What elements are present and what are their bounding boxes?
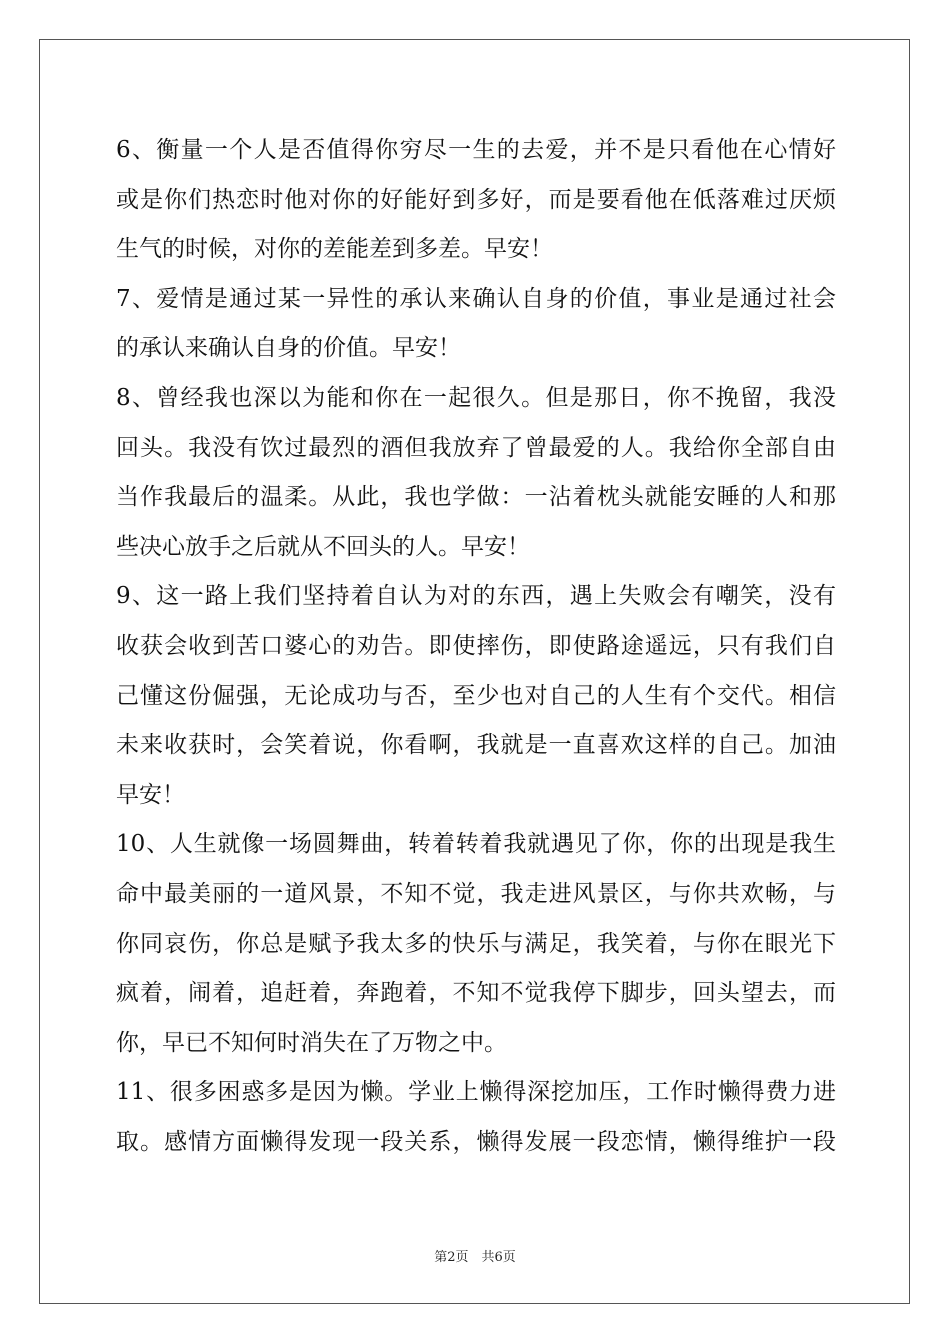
paragraph-line: 8、曾经我也深以为能和你在一起很久。但是那日，你不挽留，我没	[116, 384, 836, 411]
paragraph-line: 取。感情方面懒得发现一段关系，懒得发展一段恋情，懒得维护一段	[116, 1128, 836, 1155]
paragraph-line: 9、这一路上我们坚持着自认为对的东西，遇上失败会有嘲笑，没有	[116, 583, 836, 610]
paragraph-line: 6、衡量一个人是否值得你穷尽一生的去爱，并不是只看他在心情好	[116, 137, 836, 163]
paragraph-line: 11、很多困惑多是因为懒。学业上懒得深挖加压，工作时懒得费力进	[116, 1079, 836, 1106]
paragraph-line: 的承认来确认自身的价值。早安！	[116, 335, 461, 362]
paragraph-line: 收获会收到苦口婆心的劝告。即使摔伤，即使路途遥远，只有我们自	[116, 632, 836, 659]
paragraph-line: 你同哀伤，你总是赋予我太多的快乐与满足，我笑着，与你在眼光下	[116, 930, 836, 957]
paragraph-line: 当作我最后的温柔。从此，我也学做：一沾着枕头就能安睡的人和那	[116, 484, 836, 511]
document-body	[116, 126, 836, 1167]
paragraph-line: 生气的时候，对你的差能差到多差。早安！	[116, 236, 553, 263]
paragraph-line: 10、人生就像一场圆舞曲，转着转着我就遇见了你，你的出现是我生	[116, 831, 836, 858]
paragraph-line: 或是你们热恋时他对你的好能好到多好，而是要看他在低落难过厌烦	[116, 186, 836, 213]
paragraph-line: 未来收获时，会笑着说，你看啊，我就是一直喜欢这样的自己。加油	[116, 732, 836, 759]
paragraph-line: 你，早已不知何时消失在了万物之中。	[116, 1029, 507, 1056]
page-footer: 第2页 共6页	[434, 1250, 516, 1265]
paragraph-line: 回头。我没有饮过最烈的酒但我放弃了曾最爱的人。我给你全部自由	[116, 434, 836, 461]
paragraph-line: 7、爱情是通过某一异性的承认来确认自身的价值，事业是通过社会	[116, 285, 836, 312]
paragraph-line: 命中最美丽的一道风景，不知不觉，我走进风景区，与你共欢畅，与	[116, 880, 836, 907]
paragraph-line: 早安！	[116, 781, 185, 808]
paragraph-line: 己懂这份倔强，无论成功与否，至少也对自己的人生有个交代。相信	[116, 682, 836, 709]
paragraph-line: 些决心放手之后就从不回头的人。早安！	[116, 533, 530, 560]
paragraph-line: 疯着，闹着，追赶着，奔跑着，不知不觉我停下脚步，回头望去，而	[116, 980, 836, 1007]
